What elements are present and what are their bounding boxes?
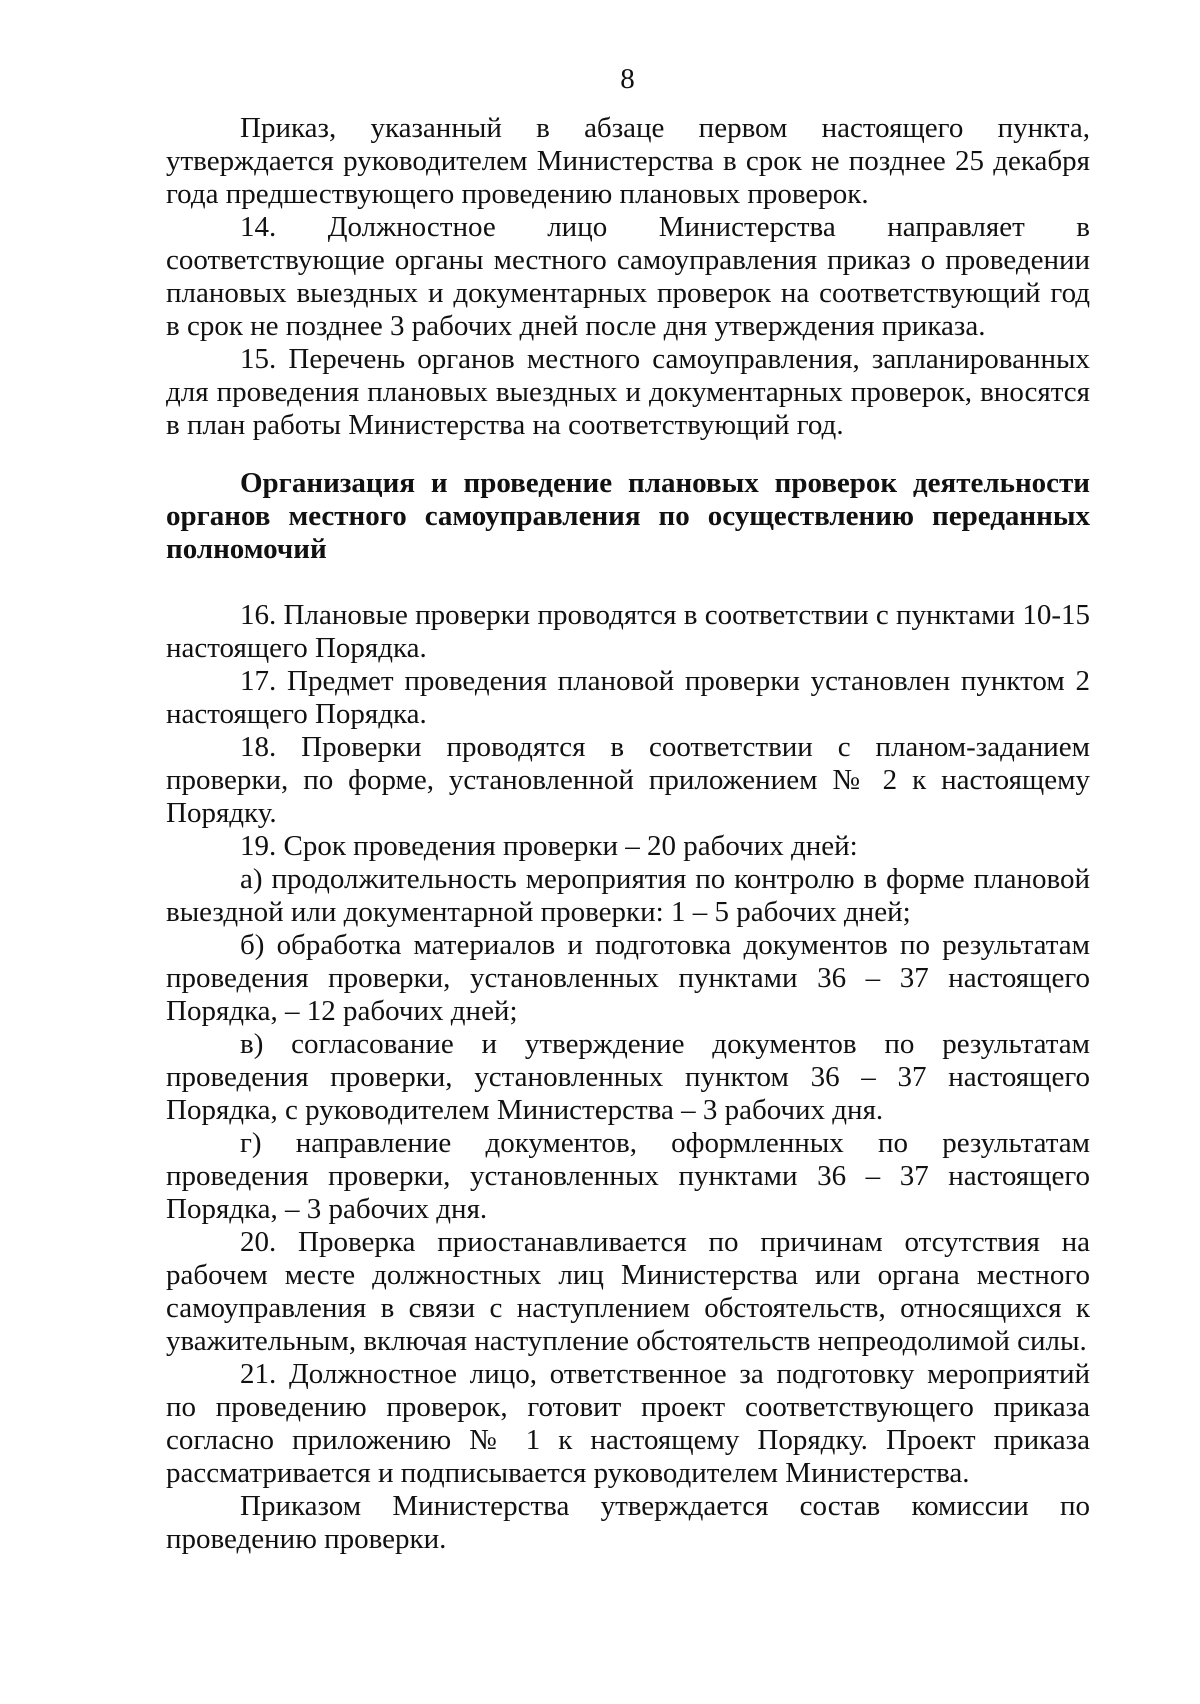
section-heading: Организация и проведение плановых проверок деятельности органов местного самоуправления по осуществлению переданных полномочий: [166, 467, 1090, 565]
paragraph-19-a: а) продолжительность мероприятия по контролю в форме плановой выездной или документарной проверки: 1 – 5 рабочих дней;: [166, 863, 1090, 928]
paragraph-16: 16. Плановые проверки проводятся в соответствии с пунктами 10-15 настоящего Порядка.: [166, 599, 1090, 664]
paragraph-17: 17. Предмет проведения плановой проверки установлен пунктом 2 настоящего Порядка.: [166, 665, 1090, 730]
paragraph-14: 14. Должностное лицо Министерства направляет в соответствующие органы местного самоуправления приказ о проведении плановых выездных и документарных проверок на соответствующий год в срок не позднее 3 рабочих дней после дня утверждения приказа.: [166, 211, 1090, 342]
paragraph-18: 18. Проверки проводятся в соответствии с планом-заданием проверки, по форме, установленной приложением № 2 к настоящему Порядку.: [166, 731, 1090, 829]
page-number: 8: [620, 63, 635, 95]
paragraph-19-g: г) направление документов, оформленных по результатам проведения проверки, установленных пунктами 36 – 37 настоящего Порядка, – 3 рабочих дня.: [166, 1127, 1090, 1225]
paragraph-20: 20. Проверка приостанавливается по причинам отсутствия на рабочем месте должностных лиц Министерства или органа местного самоуправления в связи с наступлением обстоятельств, относящихся к уважительным, включая наступление обстоятельств непреодолимой силы.: [166, 1226, 1090, 1357]
paragraph-19: 19. Срок проведения проверки – 20 рабочих дней:: [240, 830, 858, 862]
paragraph-order-approval: Приказ, указанный в абзаце первом настоящего пункта, утверждается руководителем Министерства в срок не позднее 25 декабря года предшествующего проведению плановых проверок.: [166, 112, 1090, 210]
paragraph-15: 15. Перечень органов местного самоуправления, запланированных для проведения плановых выездных и документарных проверок, вносятся в план работы Министерства на соответствующий год.: [166, 343, 1090, 441]
paragraph-21: 21. Должностное лицо, ответственное за подготовку мероприятий по проведению проверок, готовит проект соответствующего приказа согласно приложению № 1 к настоящему Порядку. Проект приказа рассматривается и подписывается руководителем Министерства.: [166, 1358, 1090, 1489]
paragraph-19-b: б) обработка материалов и подготовка документов по результатам проведения проверки, установленных пунктами 36 – 37 настоящего Порядка, – 12 рабочих дней;: [166, 929, 1090, 1027]
section-spacer: [166, 566, 1090, 599]
document-body: [166, 112, 1090, 1556]
paragraph-19-v: в) согласование и утверждение документов по результатам проведения проверки, установленных пунктом 36 – 37 настоящего Порядка, с руководителем Министерства – 3 рабочих дня.: [166, 1028, 1090, 1126]
paragraph-commission: Приказом Министерства утверждается состав комиссии по проведению проверки.: [166, 1490, 1090, 1555]
